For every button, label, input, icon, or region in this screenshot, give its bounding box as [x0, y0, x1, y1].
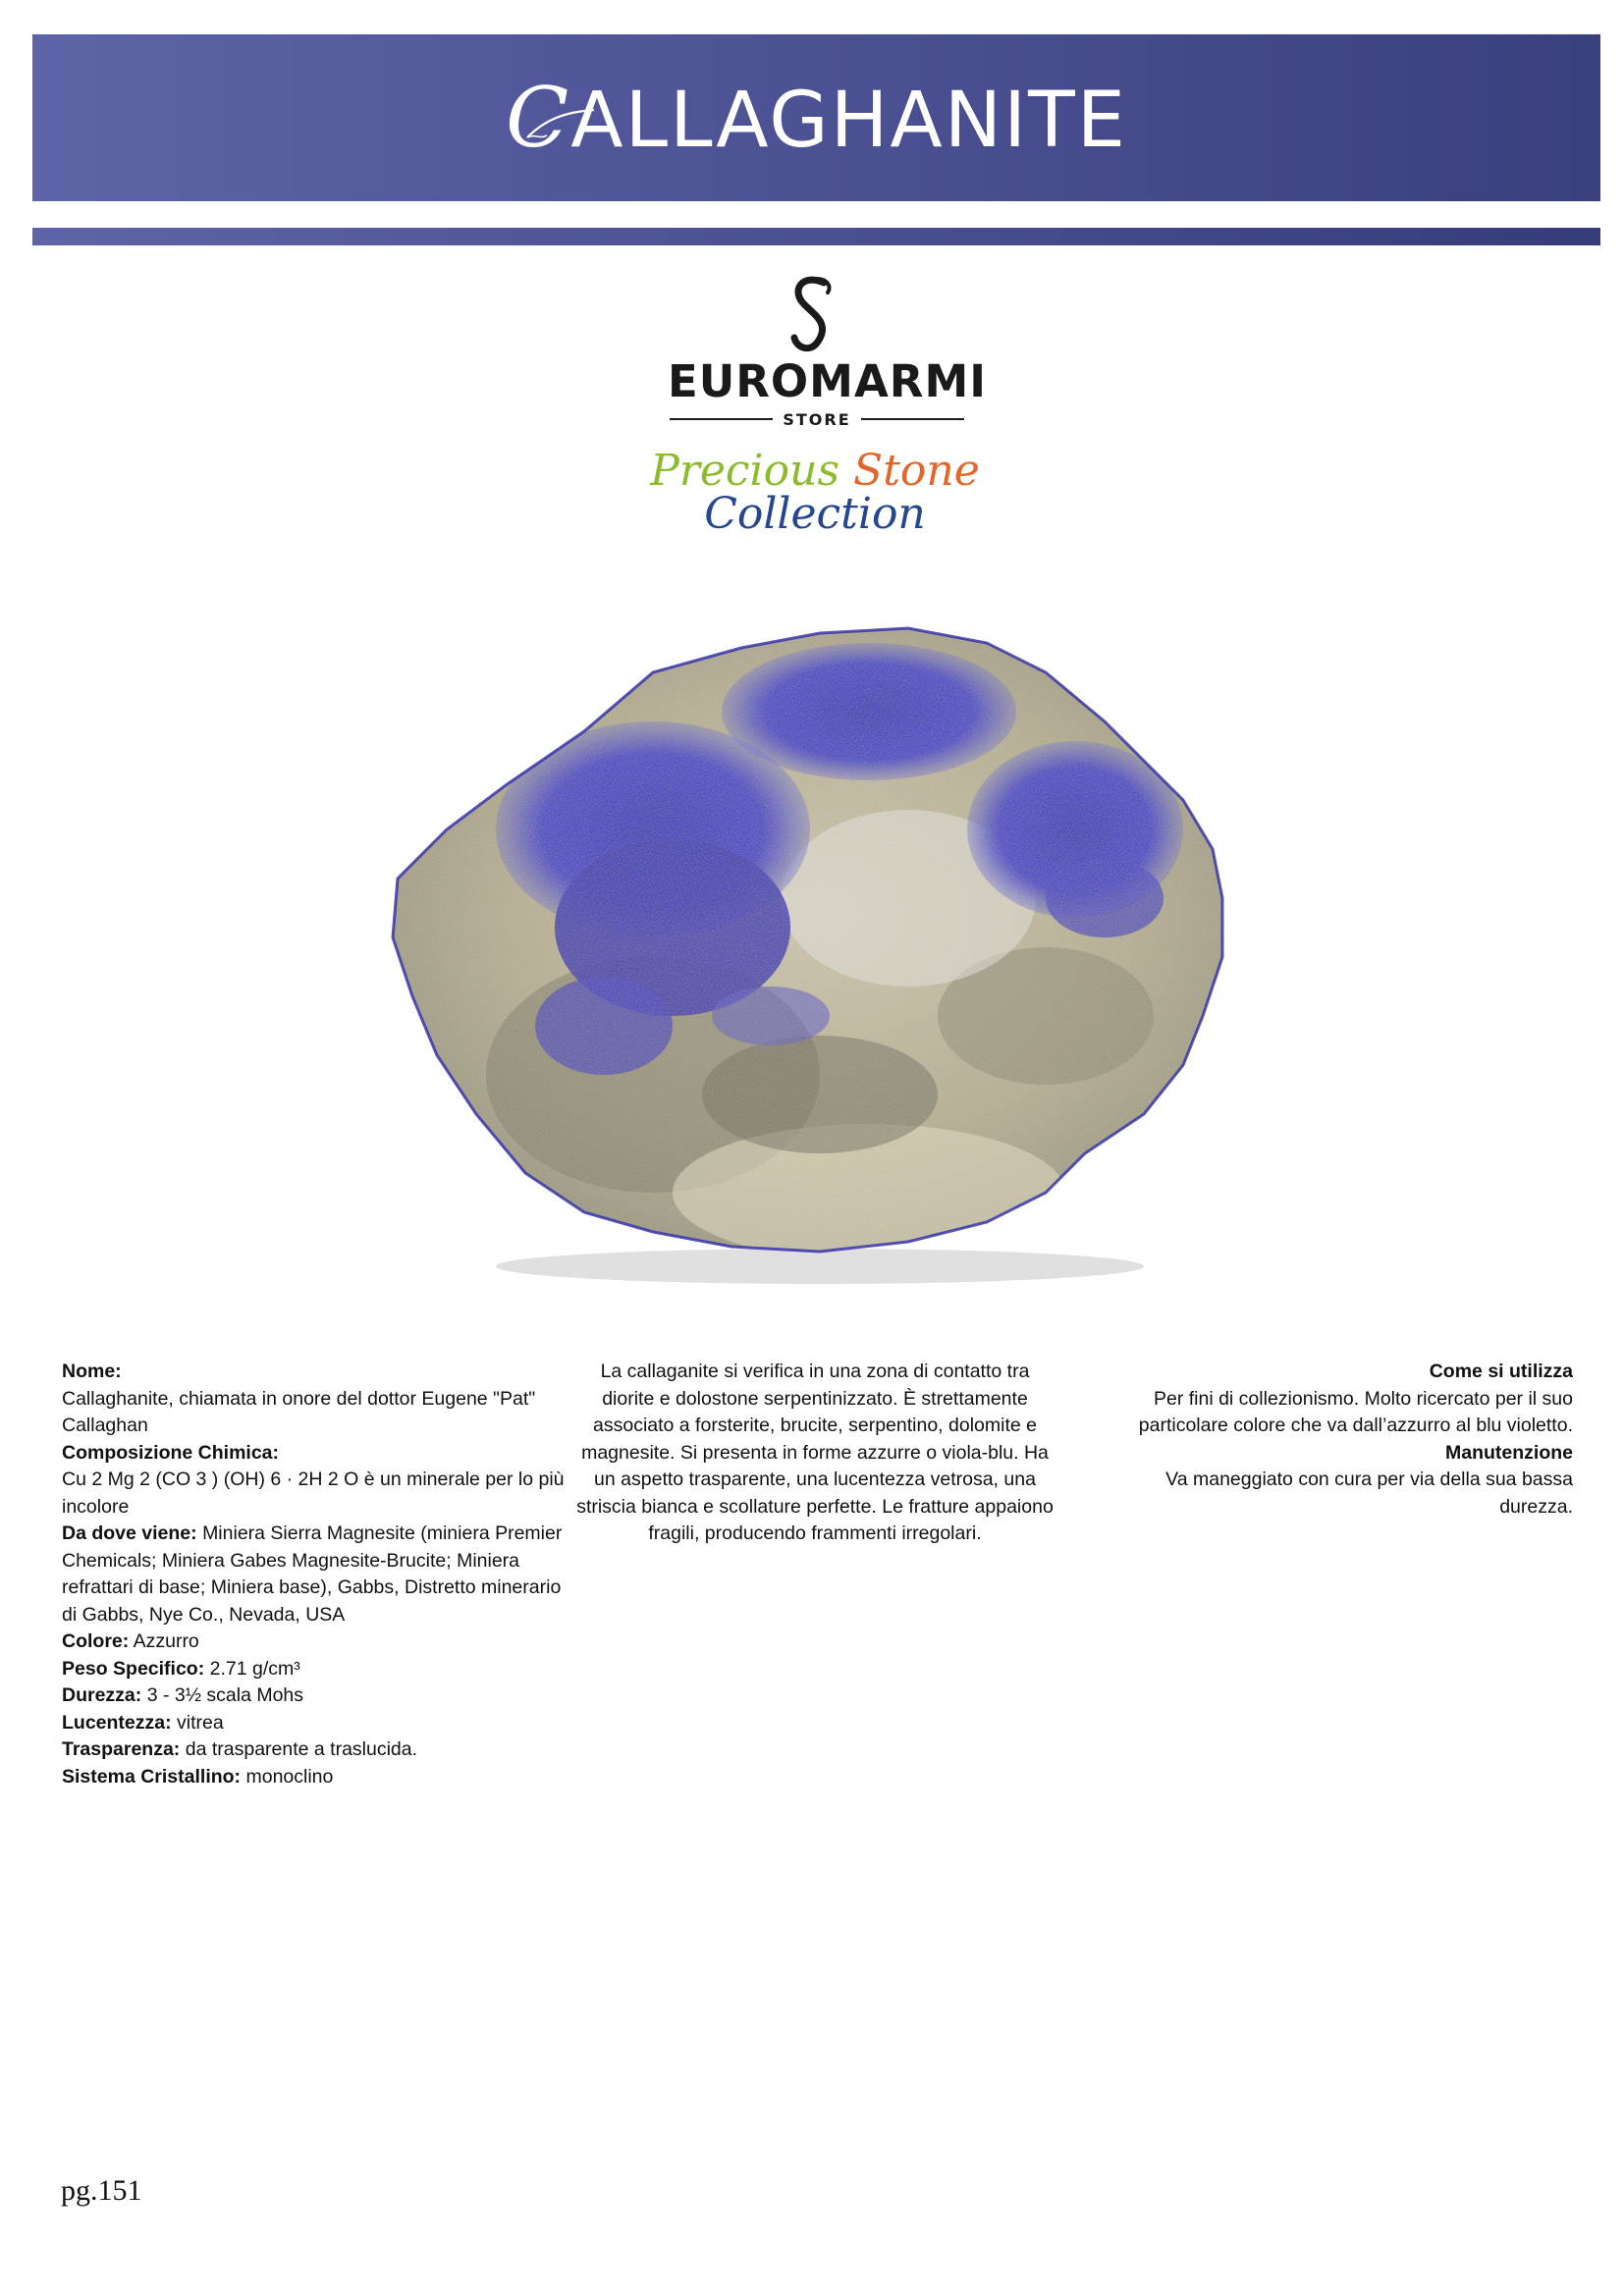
spec-hardness-label: Durezza:	[62, 1684, 142, 1706]
spec-hardness	[62, 1682, 572, 1710]
spec-origin-label: Da dove viene:	[62, 1522, 197, 1544]
mineral-specimen-image	[358, 604, 1281, 1291]
spec-crystal-system-value: monoclino	[245, 1765, 334, 1788]
s-hook-logo-icon	[788, 275, 838, 353]
usage-heading: Come si utilizza	[1429, 1361, 1573, 1382]
title-banner	[32, 34, 1600, 201]
spec-chemistry	[62, 1440, 572, 1522]
usage-text: Per fini di collezionismo. Molto ricercato per il suo particolare colore che va dall’azzurro al blu violetto.	[1138, 1387, 1573, 1436]
spec-color	[62, 1629, 572, 1656]
spec-crystal-system-label: Sistema Cristallino:	[62, 1765, 242, 1788]
spec-weight-value: 2.71 g/cm³	[209, 1657, 300, 1680]
brand-store-label: STORE	[783, 409, 851, 429]
spec-name-value: Callaghanite, chiamata in onore del dottor Eugene "Pat" Callaghan	[62, 1387, 536, 1436]
spec-color-label: Colore:	[62, 1630, 130, 1652]
spec-weight	[62, 1656, 572, 1683]
spec-origin-value: Miniera Sierra Magnesite (miniera Premier Chemicals; Miniera Gabes Magnesite-Brucite; Miniera refrattari di base; Miniera base), Gabbs, Distretto minerario di Gabbs, Nye Co., Nevada, USA	[62, 1522, 563, 1626]
spec-transparency-label: Trasparenza:	[62, 1738, 181, 1760]
brand-rule-right	[861, 418, 964, 420]
spec-crystal-system	[62, 1764, 572, 1791]
tagline-word-collection: Collection	[704, 489, 926, 539]
spec-color-value: Azzurro	[133, 1630, 199, 1652]
spec-name-label: Nome:	[62, 1361, 122, 1382]
maintenance-text: Va maneggiato con cura per via della sua bassa durezza.	[1165, 1468, 1573, 1518]
brand-name: EUROMARMI	[668, 355, 987, 407]
description-column	[574, 1359, 1056, 1548]
spec-luster-label: Lucentezza:	[62, 1711, 172, 1734]
title-rest: ALLAGHANITE	[570, 77, 1128, 165]
tagline-word-stone: Stone	[853, 446, 980, 496]
tagline-word-precious: Precious	[650, 446, 840, 496]
title-swash-ornament	[525, 90, 604, 149]
brand-store-row	[670, 410, 964, 428]
spec-origin	[62, 1521, 572, 1629]
spec-weight-label: Peso Specifico:	[62, 1657, 205, 1680]
spec-hardness-value: 3 - 3½ scala Mohs	[146, 1684, 304, 1706]
brand-rule-left	[670, 418, 773, 420]
spec-chemistry-label: Composizione Chimica:	[62, 1441, 280, 1464]
spec-luster-value: vitrea	[177, 1711, 224, 1734]
usage-column	[1090, 1359, 1573, 1521]
maintenance-heading: Manutenzione	[1445, 1441, 1573, 1464]
spec-transparency	[62, 1736, 572, 1764]
page-number: pg.151	[61, 2174, 142, 2207]
description-text: La callaganite si verifica in una zona di contatto tra diorite e dolostone serpentinizzato. È strettamente associato a forsterite, brucite, serpentino, dolomite e magnesite. Si presenta in forme azzurre o viola-blu. Ha un aspetto trasparente, una lucentezza vetrosa, una striscia bianca e scollature perfette. Le fratture appaiono fragili, producendo frammenti irregolari.	[576, 1361, 1054, 1544]
spec-name	[62, 1359, 572, 1440]
spec-transparency-value: da trasparente a traslucida.	[185, 1738, 418, 1760]
specs-column	[62, 1359, 572, 1790]
header-divider-bar	[32, 228, 1600, 245]
collection-tagline	[589, 446, 1041, 539]
spec-chemistry-value: Cu 2 Mg 2 (CO 3 ) (OH) 6 · 2H 2 O è un minerale per lo più incolore	[62, 1468, 565, 1518]
spec-luster	[62, 1710, 572, 1737]
title-initial: C	[505, 70, 571, 166]
